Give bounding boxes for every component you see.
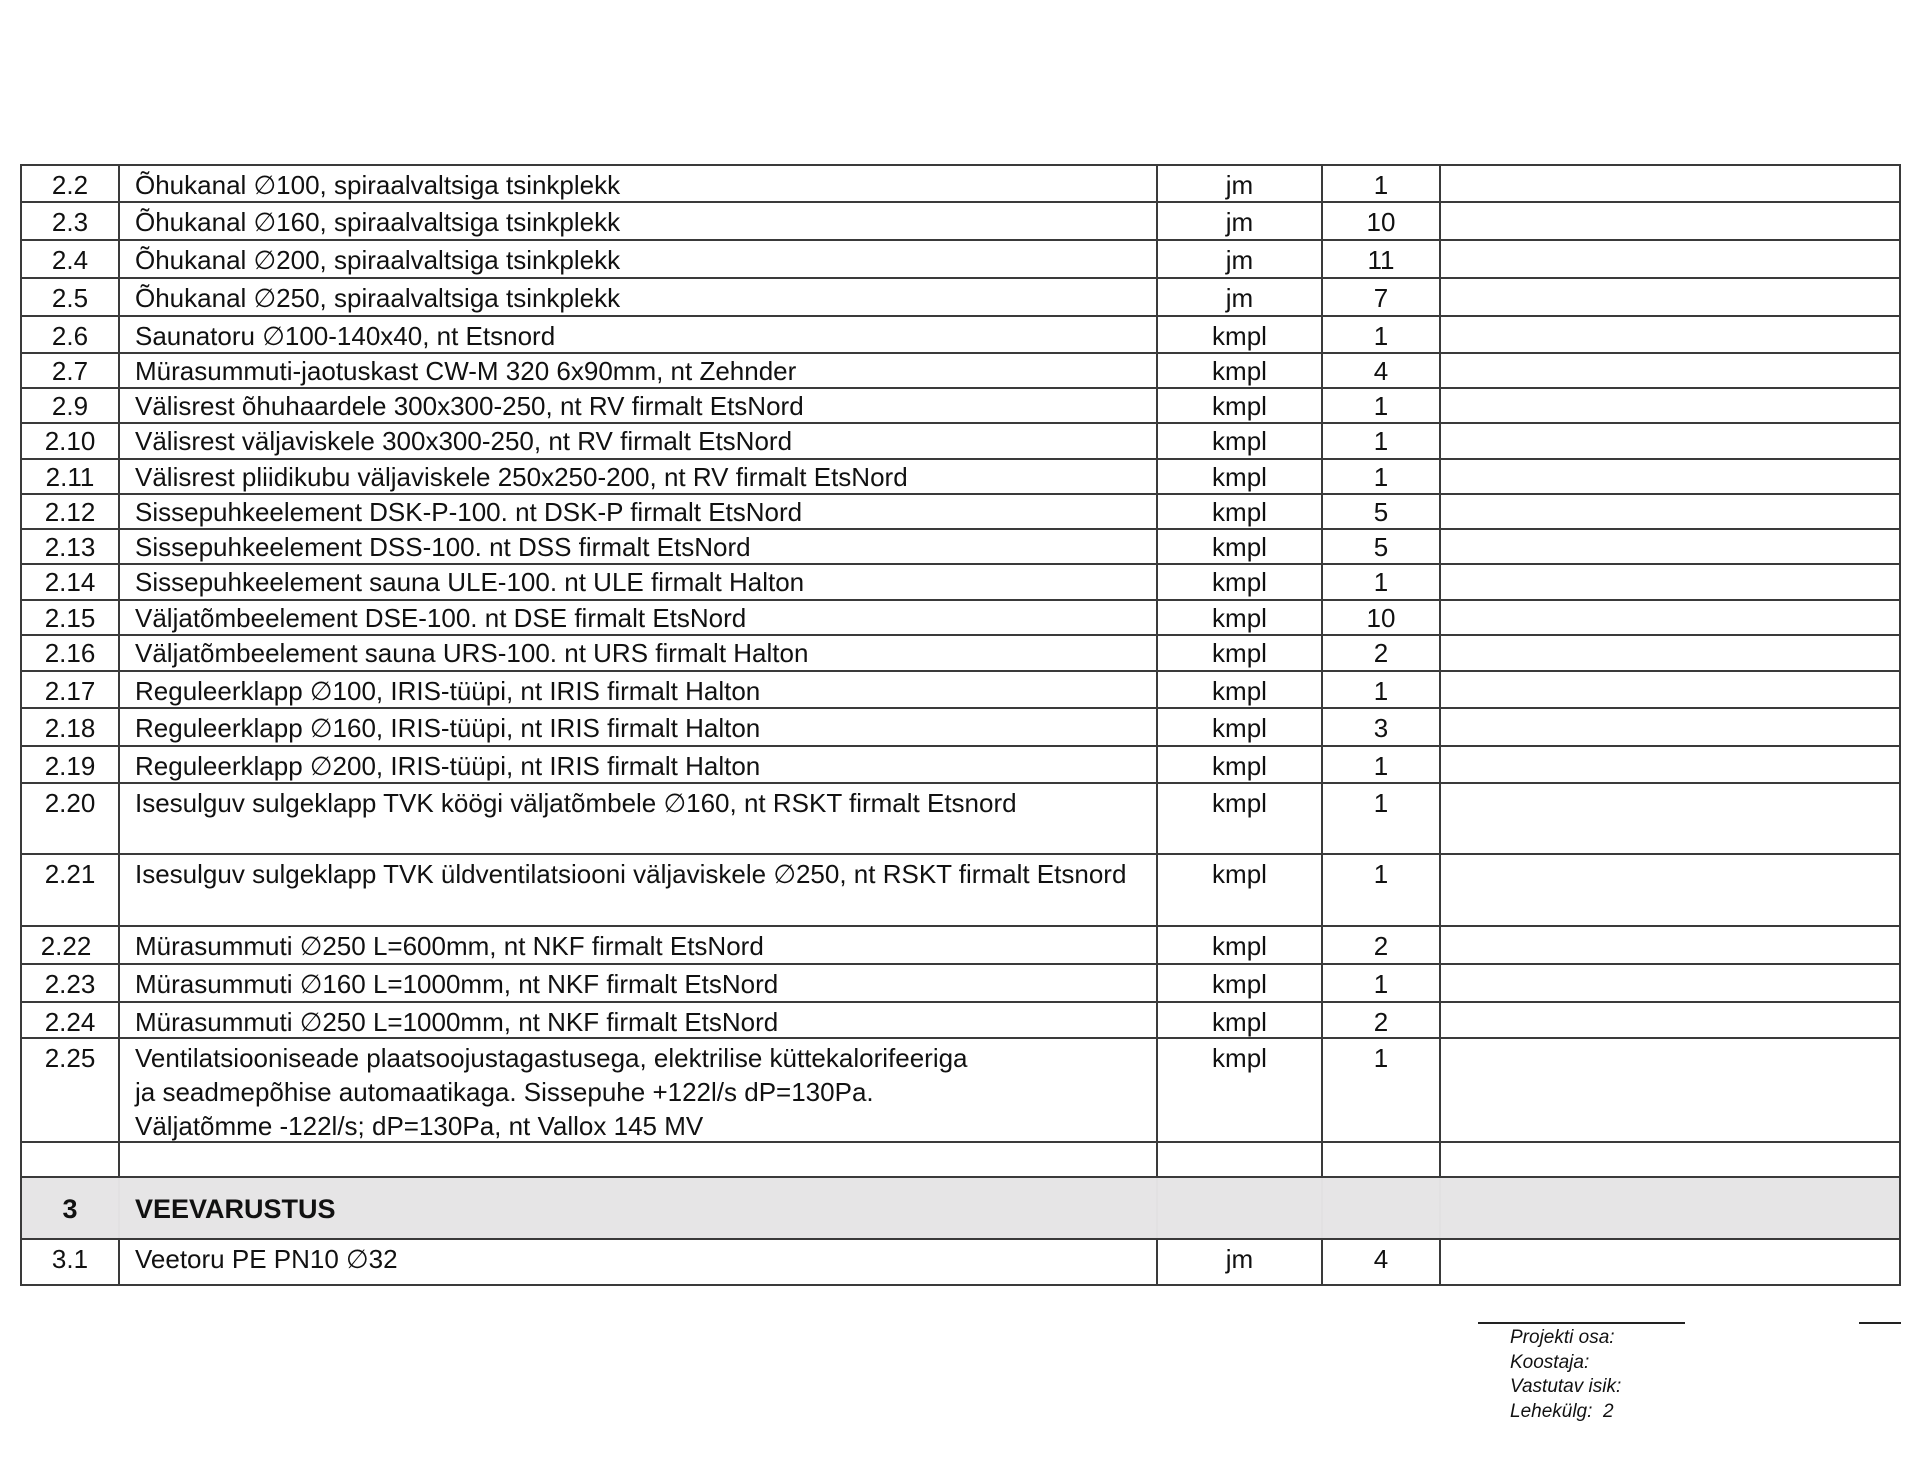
item-description: Õhukanal ∅100, spiraalvaltsiga tsinkplekk bbox=[118, 166, 1156, 201]
item-note bbox=[1439, 672, 1901, 707]
table-row bbox=[20, 853, 1901, 925]
item-unit: kmpl bbox=[1156, 636, 1321, 670]
item-description-line: ja seadmepõhise automaatikaga. Sissepuhe +122l/s dP=130Pa. bbox=[135, 1077, 874, 1107]
item-description: Välisrest pliidikubu väljaviskele 250x250-200, nt RV firmalt EtsNord bbox=[118, 460, 1156, 493]
table-row-empty bbox=[20, 1141, 1901, 1176]
item-number: 2.13 bbox=[20, 530, 118, 563]
item-number: 2.21 bbox=[20, 855, 118, 925]
item-description-line: Ventilatsiooniseade plaatsoojustagastusega, elektrilise küttekalorifeeriga bbox=[135, 1043, 968, 1073]
item-description bbox=[118, 1039, 1156, 1141]
item-quantity: 10 bbox=[1321, 203, 1439, 239]
title-block bbox=[1510, 1326, 1621, 1424]
item-number: 2.19 bbox=[20, 747, 118, 782]
item-number: 2.7 bbox=[20, 354, 118, 387]
item-quantity: 1 bbox=[1321, 965, 1439, 1001]
item-number: 2.5 bbox=[20, 279, 118, 315]
item-unit: kmpl bbox=[1156, 1003, 1321, 1037]
item-number: 2.10 bbox=[20, 424, 118, 458]
item-number: 2.6 bbox=[20, 317, 118, 352]
item-quantity: 1 bbox=[1321, 565, 1439, 599]
item-number: 2.24 bbox=[20, 1003, 118, 1037]
item-number: 2.11 bbox=[20, 460, 118, 493]
item-description-line: Väljatõmme -122l/s; dP=130Pa, nt Vallox 145 MV bbox=[135, 1111, 704, 1141]
item-quantity: 11 bbox=[1321, 241, 1439, 277]
item-quantity: 1 bbox=[1321, 389, 1439, 422]
item-unit: jm bbox=[1156, 1240, 1321, 1284]
item-note bbox=[1439, 709, 1901, 745]
item-number: 3.1 bbox=[20, 1240, 118, 1284]
item-unit: kmpl bbox=[1156, 354, 1321, 387]
item-number: 2.15 bbox=[20, 601, 118, 634]
item-description: Sissepuhkeelement DSS-100. nt DSS firmalt EtsNord bbox=[118, 530, 1156, 563]
item-quantity: 5 bbox=[1321, 495, 1439, 528]
item-note bbox=[1439, 965, 1901, 1001]
item-unit: jm bbox=[1156, 241, 1321, 277]
item-quantity: 1 bbox=[1321, 317, 1439, 352]
table-row bbox=[20, 239, 1901, 277]
table-row bbox=[20, 387, 1901, 422]
item-number: 2.4 bbox=[20, 241, 118, 277]
item-description: Õhukanal ∅250, spiraalvaltsiga tsinkplekk bbox=[118, 279, 1156, 315]
item-note bbox=[1439, 389, 1901, 422]
item-description: Mürasummuti-jaotuskast CW-M 320 6x90mm, nt Zehnder bbox=[118, 354, 1156, 387]
project-part-label: Projekti osa: bbox=[1510, 1327, 1615, 1348]
item-unit: kmpl bbox=[1156, 709, 1321, 745]
item-note bbox=[1439, 784, 1901, 853]
item-number: 2.3 bbox=[20, 203, 118, 239]
item-unit: kmpl bbox=[1156, 784, 1321, 853]
item-quantity bbox=[1321, 1143, 1439, 1176]
item-description: Isesulguv sulgeklapp TVK köögi väljatõmbele ∅160, nt RSKT firmalt Etsnord bbox=[118, 784, 1156, 853]
footer-rule bbox=[1859, 1322, 1901, 1324]
item-note bbox=[1439, 1039, 1901, 1141]
table-row bbox=[20, 563, 1901, 599]
item-description: Väljatõmbeelement DSE-100. nt DSE firmalt EtsNord bbox=[118, 601, 1156, 634]
item-note bbox=[1439, 601, 1901, 634]
footer-rule bbox=[1478, 1322, 1685, 1324]
item-quantity: 7 bbox=[1321, 279, 1439, 315]
table-row bbox=[20, 599, 1901, 634]
item-quantity: 2 bbox=[1321, 927, 1439, 963]
item-quantity: 4 bbox=[1321, 1240, 1439, 1284]
table-row bbox=[20, 1037, 1901, 1141]
table-row bbox=[20, 493, 1901, 528]
item-note bbox=[1439, 747, 1901, 782]
item-number bbox=[20, 1143, 118, 1176]
item-description: Reguleerklapp ∅160, IRIS-tüüpi, nt IRIS firmalt Halton bbox=[118, 709, 1156, 745]
item-unit: jm bbox=[1156, 279, 1321, 315]
item-description: Mürasummuti ∅250 L=1000mm, nt NKF firmalt EtsNord bbox=[118, 1003, 1156, 1037]
item-note bbox=[1439, 565, 1901, 599]
section-title: VEEVARUSTUS bbox=[118, 1178, 1156, 1238]
item-unit: kmpl bbox=[1156, 460, 1321, 493]
item-note bbox=[1439, 203, 1901, 239]
item-quantity: 10 bbox=[1321, 601, 1439, 634]
item-note bbox=[1439, 354, 1901, 387]
item-note bbox=[1439, 1143, 1901, 1176]
item-note bbox=[1439, 495, 1901, 528]
table-row bbox=[20, 422, 1901, 458]
table-row bbox=[20, 201, 1901, 239]
item-quantity: 1 bbox=[1321, 784, 1439, 853]
item-unit: kmpl bbox=[1156, 747, 1321, 782]
item-unit: kmpl bbox=[1156, 389, 1321, 422]
item-unit: kmpl bbox=[1156, 530, 1321, 563]
item-note bbox=[1439, 241, 1901, 277]
item-unit: kmpl bbox=[1156, 424, 1321, 458]
item-quantity: 1 bbox=[1321, 747, 1439, 782]
table-row bbox=[20, 1238, 1901, 1286]
item-quantity: 5 bbox=[1321, 530, 1439, 563]
item-description: Saunatoru ∅100-140x40, nt Etsnord bbox=[118, 317, 1156, 352]
item-number: 2.14 bbox=[20, 565, 118, 599]
item-description: Isesulguv sulgeklapp TVK üldventilatsiooni väljaviskele ∅250, nt RSKT firmalt Etsnord bbox=[118, 855, 1156, 925]
item-note bbox=[1439, 424, 1901, 458]
table-row bbox=[20, 277, 1901, 315]
responsible-person-label: Vastutav isik: bbox=[1510, 1376, 1622, 1397]
item-description: Sissepuhkeelement DSK-P-100. nt DSK-P firmalt EtsNord bbox=[118, 495, 1156, 528]
item-description: Reguleerklapp ∅200, IRIS-tüüpi, nt IRIS firmalt Halton bbox=[118, 747, 1156, 782]
item-number: 2.23 bbox=[20, 965, 118, 1001]
item-unit: jm bbox=[1156, 166, 1321, 201]
table-row bbox=[20, 352, 1901, 387]
item-unit: kmpl bbox=[1156, 495, 1321, 528]
item-number: 2.22 bbox=[20, 927, 118, 963]
table-row bbox=[20, 634, 1901, 670]
item-note bbox=[1439, 855, 1901, 925]
item-quantity: 1 bbox=[1321, 672, 1439, 707]
item-quantity: 1 bbox=[1321, 855, 1439, 925]
item-description: Õhukanal ∅160, spiraalvaltsiga tsinkplekk bbox=[118, 203, 1156, 239]
item-unit: kmpl bbox=[1156, 927, 1321, 963]
item-note bbox=[1439, 460, 1901, 493]
item-description: Veetoru PE PN10 ∅32 bbox=[118, 1240, 1156, 1284]
item-description: Mürasummuti ∅250 L=600mm, nt NKF firmalt EtsNord bbox=[118, 927, 1156, 963]
item-description: Sissepuhkeelement sauna ULE-100. nt ULE firmalt Halton bbox=[118, 565, 1156, 599]
item-description: Mürasummuti ∅160 L=1000mm, nt NKF firmalt EtsNord bbox=[118, 965, 1156, 1001]
item-quantity: 3 bbox=[1321, 709, 1439, 745]
item-quantity: 1 bbox=[1321, 460, 1439, 493]
table-row bbox=[20, 670, 1901, 707]
item-description: Õhukanal ∅200, spiraalvaltsiga tsinkplekk bbox=[118, 241, 1156, 277]
item-number: 2.18 bbox=[20, 709, 118, 745]
item-quantity: 2 bbox=[1321, 636, 1439, 670]
table-row bbox=[20, 963, 1901, 1001]
item-unit bbox=[1156, 1143, 1321, 1176]
item-quantity: 1 bbox=[1321, 1039, 1439, 1141]
item-number: 2.25 bbox=[20, 1039, 118, 1141]
item-quantity: 1 bbox=[1321, 424, 1439, 458]
item-unit: jm bbox=[1156, 203, 1321, 239]
item-note bbox=[1439, 927, 1901, 963]
section-quantity bbox=[1321, 1178, 1439, 1238]
item-quantity: 2 bbox=[1321, 1003, 1439, 1037]
item-note bbox=[1439, 1240, 1901, 1284]
item-description: Reguleerklapp ∅100, IRIS-tüüpi, nt IRIS firmalt Halton bbox=[118, 672, 1156, 707]
item-quantity: 1 bbox=[1321, 166, 1439, 201]
table-row bbox=[20, 164, 1901, 201]
item-note bbox=[1439, 279, 1901, 315]
item-number: 2.16 bbox=[20, 636, 118, 670]
item-number: 2.17 bbox=[20, 672, 118, 707]
item-note bbox=[1439, 166, 1901, 201]
table-row bbox=[20, 315, 1901, 352]
item-number: 2.2 bbox=[20, 166, 118, 201]
item-note bbox=[1439, 530, 1901, 563]
author-label: Koostaja: bbox=[1510, 1351, 1590, 1373]
section-note bbox=[1439, 1178, 1901, 1238]
item-unit: kmpl bbox=[1156, 317, 1321, 352]
table-row bbox=[20, 528, 1901, 563]
item-unit: kmpl bbox=[1156, 1039, 1321, 1141]
page-number-label: Lehekülg: 2 bbox=[1510, 1400, 1614, 1422]
item-number: 2.9 bbox=[20, 389, 118, 422]
item-note bbox=[1439, 1003, 1901, 1037]
item-note bbox=[1439, 636, 1901, 670]
item-unit: kmpl bbox=[1156, 855, 1321, 925]
item-description: Välisrest väljaviskele 300x300-250, nt RV firmalt EtsNord bbox=[118, 424, 1156, 458]
item-description: Välisrest õhuhaardele 300x300-250, nt RV firmalt EtsNord bbox=[118, 389, 1156, 422]
item-unit: kmpl bbox=[1156, 672, 1321, 707]
table-row bbox=[20, 707, 1901, 745]
item-number: 2.20 bbox=[20, 784, 118, 853]
table-row bbox=[20, 925, 1901, 963]
table-row bbox=[20, 782, 1901, 853]
item-number: 2.12 bbox=[20, 495, 118, 528]
item-unit: kmpl bbox=[1156, 601, 1321, 634]
item-unit: kmpl bbox=[1156, 565, 1321, 599]
section-unit bbox=[1156, 1178, 1321, 1238]
item-quantity: 4 bbox=[1321, 354, 1439, 387]
item-note bbox=[1439, 317, 1901, 352]
table-row bbox=[20, 745, 1901, 782]
item-description bbox=[118, 1143, 1156, 1176]
table-row bbox=[20, 1001, 1901, 1037]
table-row bbox=[20, 458, 1901, 493]
section-number: 3 bbox=[20, 1178, 118, 1238]
section-header-row bbox=[20, 1176, 1901, 1238]
item-description: Väljatõmbeelement sauna URS-100. nt URS firmalt Halton bbox=[118, 636, 1156, 670]
item-unit: kmpl bbox=[1156, 965, 1321, 1001]
